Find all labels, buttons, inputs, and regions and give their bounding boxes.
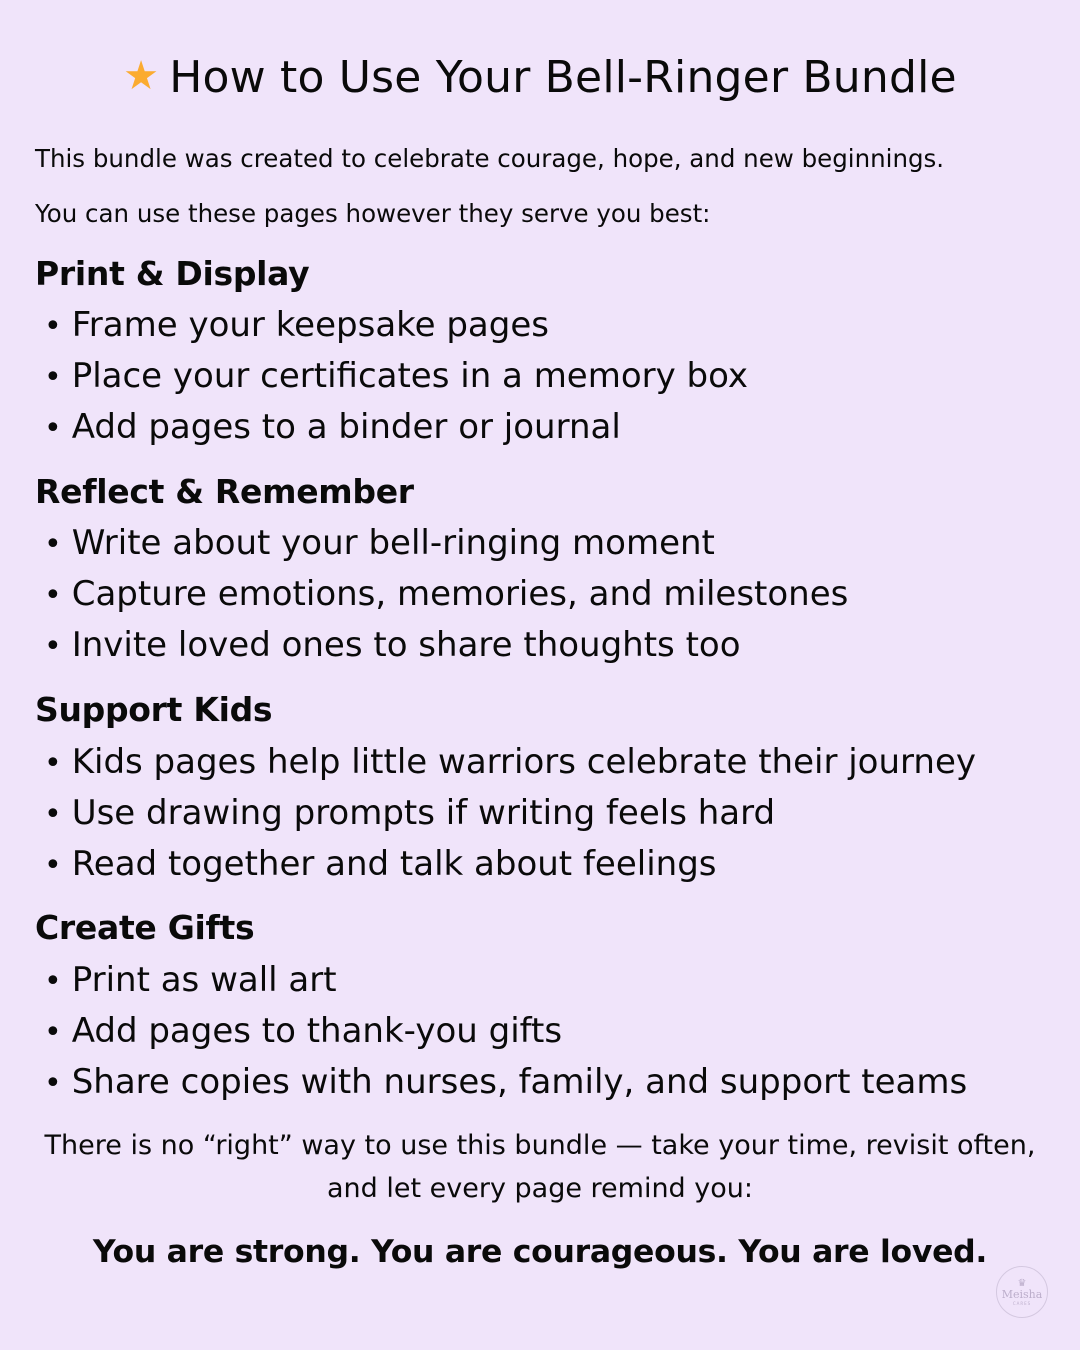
closing-paragraph: There is no “right” way to use this bundle — take your time, revisit often, and let every page remind you: — [44, 1130, 1036, 1204]
bullet-icon: • — [44, 848, 62, 883]
bullet-icon: • — [44, 411, 62, 446]
crown-icon: ♛ — [1017, 1277, 1027, 1289]
logo-subtitle: CARES — [1012, 1300, 1032, 1306]
list-item: • Place your certificates in a memory box — [44, 356, 749, 396]
list-item: • Add pages to thank-you gifts — [44, 1011, 563, 1051]
bullet-icon: • — [44, 797, 62, 832]
section-heading-print-display: Print & Display — [35, 254, 310, 293]
star-icon: ★ — [123, 53, 160, 99]
bullet-icon: • — [44, 746, 62, 781]
list-item: • Write about your bell-ringing moment — [44, 523, 715, 563]
section-heading-support-kids: Support Kids — [35, 690, 273, 729]
list-item: • Frame your keepsake pages — [44, 305, 549, 345]
list-item: • Share copies with nurses, family, and support teams — [44, 1062, 968, 1102]
page-title — [0, 52, 1080, 103]
list-item: • Use drawing prompts if writing feels hard — [44, 793, 776, 833]
list-item: • Add pages to a binder or journal — [44, 407, 621, 447]
list-item: • Invite loved ones to share thoughts too — [44, 625, 741, 665]
section-heading-create-gifts: Create Gifts — [35, 908, 255, 947]
bullet-icon: • — [44, 578, 62, 613]
bullet-icon: • — [44, 1066, 62, 1101]
section-heading-reflect-remember: Reflect & Remember — [35, 472, 414, 511]
bullet-icon: • — [44, 527, 62, 562]
bullet-icon: • — [44, 360, 62, 395]
bullet-icon: • — [44, 629, 62, 664]
page-title-text: How to Use Your Bell-Ringer Bundle — [169, 52, 957, 103]
bullet-icon: • — [44, 964, 62, 999]
list-item: • Read together and talk about feelings — [44, 844, 717, 884]
bullet-icon: • — [44, 309, 62, 344]
list-item: • Kids pages help little warriors celebrate their journey — [44, 742, 976, 782]
bullet-icon: • — [44, 1015, 62, 1050]
list-item: • Capture emotions, memories, and milestones — [44, 574, 849, 614]
intro-line-1: This bundle was created to celebrate courage, hope, and new beginnings. — [35, 144, 945, 173]
list-item: • Print as wall art — [44, 960, 337, 1000]
logo-name: Meisha — [1001, 1287, 1043, 1301]
affirmation: You are strong. You are courageous. You are loved. — [92, 1234, 988, 1270]
intro-line-2: You can use these pages however they serve you best: — [35, 199, 711, 228]
brand-logo — [996, 1266, 1048, 1318]
